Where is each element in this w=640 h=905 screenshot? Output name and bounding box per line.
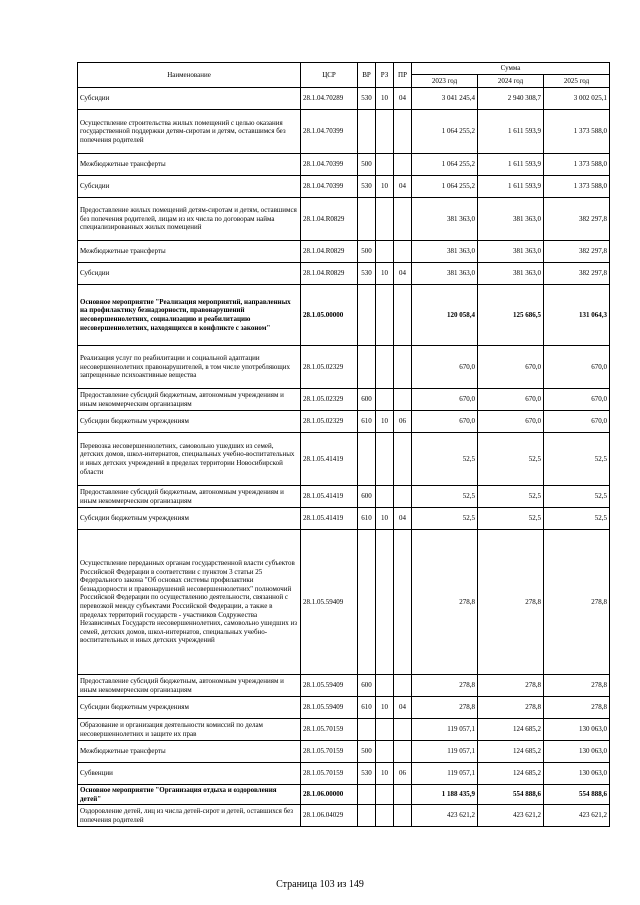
row-2023: 670,0: [412, 346, 478, 389]
row-csr: 28.1.04.70399: [301, 154, 358, 176]
header-sum: Сумма: [412, 63, 610, 75]
row-pr: 04: [394, 176, 412, 198]
row-2024: 1 611 593,9: [478, 154, 544, 176]
row-name: Осуществление переданных органам государственной власти субъектов Российской Федерации в соответствии с пунктом 3 статьи 25 Федерального закона "Об основах системы профилактики безнадзорности и правонарушений несовершеннолетних" полномочий Российской Федерации по осуществлению деятельности, связанной с перевозкой между субъектами Российской Федерации, а также в пределах территорий государств - участников Содружества Независимых Государств несовершеннолетних, самовольно ушедших из семей, детских домов, школ-интернатов, специальных учебно-воспитательных и иных детских учреждений: [78, 530, 301, 675]
row-vr: 530: [358, 88, 376, 110]
row-2025: 52,5: [544, 508, 610, 530]
row-2025: 554 888,6: [544, 785, 610, 805]
table-row: [78, 719, 610, 741]
row-pr: 06: [394, 763, 412, 785]
row-rz: [376, 785, 394, 805]
table-row: [78, 241, 610, 263]
row-2023: 278,8: [412, 530, 478, 675]
row-2025: 130 063,0: [544, 719, 610, 741]
table-row: [78, 346, 610, 389]
table-row: [78, 530, 610, 675]
row-pr: [394, 805, 412, 827]
row-2025: 670,0: [544, 389, 610, 411]
row-2025: 382 297,8: [544, 241, 610, 263]
row-pr: 04: [394, 263, 412, 285]
row-2023: 381 363,0: [412, 241, 478, 263]
row-2024: 1 611 593,9: [478, 110, 544, 154]
row-csr: 28.1.04.70399: [301, 110, 358, 154]
row-rz: [376, 198, 394, 241]
row-2025: 670,0: [544, 346, 610, 389]
row-csr: 28.1.05.41419: [301, 433, 358, 486]
row-2023: 423 621,2: [412, 805, 478, 827]
row-2023: 52,5: [412, 433, 478, 486]
row-rz: 10: [376, 88, 394, 110]
row-pr: 04: [394, 508, 412, 530]
table-body: [78, 88, 610, 827]
row-2025: 382 297,8: [544, 198, 610, 241]
row-2024: 381 363,0: [478, 198, 544, 241]
row-vr: 600: [358, 389, 376, 411]
row-rz: 10: [376, 508, 394, 530]
row-rz: 10: [376, 697, 394, 719]
row-rz: [376, 530, 394, 675]
row-2023: 278,8: [412, 675, 478, 697]
row-pr: [394, 530, 412, 675]
row-name: Перевозка несовершеннолетних, самовольно ушедших из семей, детских домов, школ-интернатов, специальных учебно-воспитательных и иных детских учреждений в пределах территории Новосибирской области: [78, 433, 301, 486]
row-2023: 119 057,1: [412, 719, 478, 741]
row-name: Реализация услуг по реабилитации и социальной адаптации несовершеннолетних правонарушителей, в том числе употребляющих запрещенные психоактивные вещества: [78, 346, 301, 389]
row-pr: 04: [394, 88, 412, 110]
row-csr: 28.1.05.70159: [301, 741, 358, 763]
row-2023: 3 041 245,4: [412, 88, 478, 110]
row-csr: 28.1.05.59409: [301, 675, 358, 697]
row-csr: 28.1.04.70399: [301, 176, 358, 198]
row-csr: 28.1.04.R0829: [301, 263, 358, 285]
row-name: Субсидии: [78, 176, 301, 198]
row-vr: [358, 530, 376, 675]
table-row: [78, 697, 610, 719]
row-2024: 554 888,6: [478, 785, 544, 805]
row-vr: [358, 785, 376, 805]
row-rz: [376, 389, 394, 411]
row-2024: 278,8: [478, 675, 544, 697]
row-2023: 1 188 435,9: [412, 785, 478, 805]
row-2025: 278,8: [544, 675, 610, 697]
row-rz: [376, 486, 394, 508]
row-2024: 278,8: [478, 530, 544, 675]
budget-table: [77, 62, 610, 827]
row-2025: 3 002 025,1: [544, 88, 610, 110]
row-2023: 52,5: [412, 508, 478, 530]
header-year-2025: 2025 год: [544, 75, 610, 88]
row-csr: 28.1.04.70289: [301, 88, 358, 110]
table-row: [78, 110, 610, 154]
row-pr: [394, 110, 412, 154]
row-vr: 530: [358, 176, 376, 198]
row-pr: [394, 198, 412, 241]
row-vr: [358, 805, 376, 827]
row-name: Предоставление жилых помещений детям-сиротам и детям, оставшимся без попечения родителей, лицам из их числа по договорам найма специализированных жилых помещений: [78, 198, 301, 241]
row-rz: 10: [376, 411, 394, 433]
row-rz: [376, 110, 394, 154]
row-csr: 28.1.05.41419: [301, 486, 358, 508]
table-row: [78, 176, 610, 198]
row-name: Образование и организация деятельности комиссий по делам несовершеннолетних и защите их прав: [78, 719, 301, 741]
row-2023: 278,8: [412, 697, 478, 719]
row-rz: [376, 346, 394, 389]
row-csr: 28.1.05.59409: [301, 530, 358, 675]
row-vr: 500: [358, 241, 376, 263]
row-2024: 670,0: [478, 411, 544, 433]
row-name: Межбюджетные трансферты: [78, 741, 301, 763]
row-rz: [376, 154, 394, 176]
row-2023: 670,0: [412, 411, 478, 433]
header-rz: РЗ: [376, 63, 394, 88]
row-pr: [394, 154, 412, 176]
row-2024: 52,5: [478, 433, 544, 486]
row-2025: 382 297,8: [544, 263, 610, 285]
row-name: Предоставление субсидий бюджетным, автономным учреждениям и иным некоммерческим организациям: [78, 486, 301, 508]
row-csr: 28.1.05.02329: [301, 411, 358, 433]
row-pr: [394, 486, 412, 508]
row-2023: 381 363,0: [412, 263, 478, 285]
row-name: Предоставление субсидий бюджетным, автономным учреждениям и иным некоммерческим организациям: [78, 389, 301, 411]
row-2024: 2 940 308,7: [478, 88, 544, 110]
row-csr: 28.1.06.04029: [301, 805, 358, 827]
row-rz: [376, 285, 394, 346]
row-rz: [376, 675, 394, 697]
row-vr: [358, 719, 376, 741]
row-2023: 52,5: [412, 486, 478, 508]
row-pr: [394, 389, 412, 411]
row-2024: 124 685,2: [478, 741, 544, 763]
table-row: [78, 285, 610, 346]
table-row: [78, 805, 610, 827]
row-vr: 530: [358, 763, 376, 785]
table-row: [78, 154, 610, 176]
table-row: [78, 508, 610, 530]
row-csr: 28.1.04.R0829: [301, 198, 358, 241]
table-row: [78, 88, 610, 110]
row-name: Межбюджетные трансферты: [78, 154, 301, 176]
row-2023: 381 363,0: [412, 198, 478, 241]
row-2025: 278,8: [544, 530, 610, 675]
row-rz: [376, 805, 394, 827]
row-vr: [358, 346, 376, 389]
header-csr: ЦСР: [301, 63, 358, 88]
row-name: Субсидии бюджетным учреждениям: [78, 411, 301, 433]
row-2025: 1 373 588,0: [544, 176, 610, 198]
header-year-2023: 2023 год: [412, 75, 478, 88]
row-name: Межбюджетные трансферты: [78, 241, 301, 263]
row-csr: 28.1.05.41419: [301, 508, 358, 530]
row-name: Осуществление строительства жилых помещений с целью оказания государственной поддержки детям-сиротам и детям, оставшимся без попечения родителей: [78, 110, 301, 154]
row-2024: 125 686,5: [478, 285, 544, 346]
row-csr: 28.1.05.59409: [301, 697, 358, 719]
row-rz: [376, 241, 394, 263]
table-row: [78, 763, 610, 785]
row-pr: [394, 785, 412, 805]
row-vr: 610: [358, 697, 376, 719]
row-2025: 670,0: [544, 411, 610, 433]
row-name: Субсидии бюджетным учреждениям: [78, 508, 301, 530]
row-2025: 1 373 588,0: [544, 110, 610, 154]
row-2025: 130 063,0: [544, 741, 610, 763]
row-2025: 131 064,3: [544, 285, 610, 346]
row-rz: [376, 741, 394, 763]
table-row: [78, 433, 610, 486]
row-2023: 1 064 255,2: [412, 110, 478, 154]
table-row: [78, 198, 610, 241]
row-pr: [394, 719, 412, 741]
row-csr: 28.1.05.02329: [301, 346, 358, 389]
row-2024: 670,0: [478, 346, 544, 389]
row-2024: 423 621,2: [478, 805, 544, 827]
row-name: Основное мероприятие "Реализация мероприятий, направленных на профилактику безнадзорности, правонарушений несовершеннолетних, социализацию и реабилитацию несовершеннолетних, находящихся в конфликте с законом": [78, 285, 301, 346]
row-pr: 04: [394, 697, 412, 719]
row-2024: 278,8: [478, 697, 544, 719]
row-rz: 10: [376, 263, 394, 285]
row-vr: 610: [358, 411, 376, 433]
row-name: Субвенции: [78, 763, 301, 785]
row-vr: 500: [358, 154, 376, 176]
row-pr: [394, 346, 412, 389]
row-rz: [376, 719, 394, 741]
row-vr: 500: [358, 741, 376, 763]
row-name: Субсидии: [78, 263, 301, 285]
page-number: Страница 103 из 149: [276, 879, 364, 890]
header-year-2024: 2024 год: [478, 75, 544, 88]
row-2024: 52,5: [478, 486, 544, 508]
row-2024: 670,0: [478, 389, 544, 411]
row-vr: [358, 433, 376, 486]
row-vr: 600: [358, 675, 376, 697]
row-vr: [358, 110, 376, 154]
row-name: Предоставление субсидий бюджетным, автономным учреждениям и иным некоммерческим организациям: [78, 675, 301, 697]
row-2023: 1 064 255,2: [412, 154, 478, 176]
row-pr: [394, 433, 412, 486]
row-pr: 06: [394, 411, 412, 433]
row-2025: 278,8: [544, 697, 610, 719]
table-row: [78, 486, 610, 508]
row-pr: [394, 675, 412, 697]
row-vr: [358, 285, 376, 346]
row-csr: 28.1.05.00000: [301, 285, 358, 346]
row-pr: [394, 741, 412, 763]
row-2023: 119 057,1: [412, 741, 478, 763]
row-2025: 423 621,2: [544, 805, 610, 827]
row-2025: 130 063,0: [544, 763, 610, 785]
row-name: Основное мероприятие "Организация отдыха и оздоровления детей": [78, 785, 301, 805]
row-rz: [376, 433, 394, 486]
row-csr: 28.1.05.02329: [301, 389, 358, 411]
row-2024: 381 363,0: [478, 263, 544, 285]
row-2023: 119 057,1: [412, 763, 478, 785]
table-row: [78, 389, 610, 411]
row-2024: 381 363,0: [478, 241, 544, 263]
table-row: [78, 411, 610, 433]
row-pr: [394, 241, 412, 263]
row-name: Субсидии: [78, 88, 301, 110]
row-2025: 52,5: [544, 486, 610, 508]
row-csr: 28.1.04.R0829: [301, 241, 358, 263]
table-row: [78, 263, 610, 285]
table-row: [78, 675, 610, 697]
row-rz: 10: [376, 763, 394, 785]
table-row: [78, 741, 610, 763]
header-name: Наименование: [78, 63, 301, 88]
row-rz: 10: [376, 176, 394, 198]
header-pr: ПР: [394, 63, 412, 88]
row-2024: 1 611 593,9: [478, 176, 544, 198]
row-pr: [394, 285, 412, 346]
row-csr: 28.1.05.70159: [301, 719, 358, 741]
row-2025: 52,5: [544, 433, 610, 486]
row-2023: 120 058,4: [412, 285, 478, 346]
header-vr: ВР: [358, 63, 376, 88]
row-2024: 124 685,2: [478, 763, 544, 785]
row-csr: 28.1.05.70159: [301, 763, 358, 785]
row-2025: 1 373 588,0: [544, 154, 610, 176]
row-2023: 1 064 255,2: [412, 176, 478, 198]
row-2024: 124 685,2: [478, 719, 544, 741]
row-vr: 600: [358, 486, 376, 508]
row-vr: 610: [358, 508, 376, 530]
row-2023: 670,0: [412, 389, 478, 411]
row-vr: [358, 198, 376, 241]
row-vr: 530: [358, 263, 376, 285]
row-name: Субсидии бюджетным учреждениям: [78, 697, 301, 719]
row-2024: 52,5: [478, 508, 544, 530]
row-csr: 28.1.06.00000: [301, 785, 358, 805]
table-row: [78, 785, 610, 805]
row-name: Оздоровление детей, лиц из числа детей-сирот и детей, оставшихся без попечения родителей: [78, 805, 301, 827]
